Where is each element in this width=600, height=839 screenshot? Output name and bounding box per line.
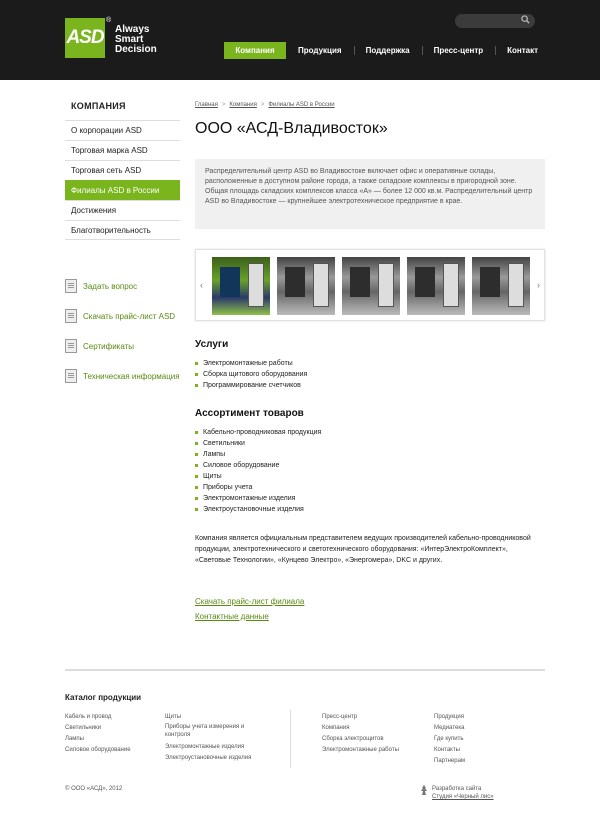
footer-col-menu	[434, 712, 465, 767]
nav-support[interactable]: Поддержка	[354, 42, 422, 59]
assortment-heading: Ассортимент товаров	[195, 408, 304, 419]
site-header	[0, 0, 600, 80]
sidebar-item-network[interactable]: Торговая сеть ASD	[65, 160, 180, 180]
tagline-line: Smart	[115, 34, 144, 45]
footer-link[interactable]: Лампы	[65, 736, 84, 742]
footer-link[interactable]: Кабель и провод	[65, 714, 112, 720]
tagline-line: Always	[115, 24, 150, 35]
list-item: Сборка щитового оборудования	[195, 369, 307, 380]
footer-link[interactable]: Щиты	[165, 714, 182, 720]
certificate-icon	[65, 339, 77, 353]
contact-details-link[interactable]: Контактные данные	[195, 612, 269, 621]
gallery-thumbnail[interactable]	[407, 257, 465, 315]
breadcrumb	[195, 102, 335, 108]
footer-link[interactable]: Силовое оборудование	[65, 747, 131, 753]
side-link-label: Задать вопрос	[83, 281, 138, 291]
gallery-thumbnail[interactable]	[342, 257, 400, 315]
footer-link[interactable]: Где купить	[434, 736, 464, 742]
footer-link[interactable]: Компания	[322, 725, 350, 731]
document-icon	[65, 309, 77, 323]
gallery-next-button[interactable]: ›	[537, 280, 540, 290]
side-link-label: Техническая информация	[83, 371, 180, 381]
photo-gallery	[195, 249, 545, 321]
footer-catalog-title: Каталог продукции	[65, 693, 142, 702]
nav-press-center[interactable]: Пресс-центр	[422, 42, 496, 59]
ask-question-link[interactable]	[65, 276, 180, 296]
footer-link[interactable]: Электроустановочные изделия	[165, 755, 252, 761]
tagline-line: Decision	[115, 44, 157, 55]
search-icon[interactable]	[521, 15, 530, 24]
page-title: ООО «АСД-Владивосток»	[195, 120, 388, 137]
footer-link[interactable]: Приборы учета измерения и контроля	[165, 724, 245, 738]
sidebar-menu	[65, 120, 180, 240]
sidebar-item-branches[interactable]: Филиалы ASD в России	[65, 180, 180, 200]
intro-text: Распределительный центр ASD во Владивостоке включает офис и оперативные склады, расположенные в доступном районе города, а также складские комплексы в пригородной зоне. Общая площадь складских комплексов класса «А» — более 12 000 кв.м. Распределительный центр ASD во Владивостоке — крупнейшее электротехническое предприятие в крае.	[195, 159, 545, 229]
developer-label: Разработка сайта	[432, 786, 482, 792]
sidebar-title: КОМПАНИЯ	[71, 101, 126, 111]
footer-col-catalog-1	[65, 712, 131, 756]
download-price-link[interactable]	[65, 306, 180, 326]
footer-link[interactable]: Пресс-центр	[322, 714, 358, 720]
main-nav	[224, 42, 550, 59]
developer-studio-link[interactable]: Студия «Черный лис»	[432, 794, 494, 800]
footer-divider	[65, 669, 545, 671]
fox-icon	[420, 785, 428, 795]
footer-link[interactable]: Светильники	[65, 725, 101, 731]
certificates-link[interactable]	[65, 336, 180, 356]
gallery-thumbnail[interactable]	[472, 257, 530, 315]
developer-credit	[420, 785, 494, 801]
list-item: Электромонтажные изделия	[195, 493, 321, 504]
gallery-prev-button[interactable]: ‹	[200, 280, 203, 290]
list-item: Электроустановочные изделия	[195, 504, 321, 515]
side-link-label: Скачать прайс-лист ASD	[83, 311, 176, 321]
list-item: Кабельно-проводниковая продукция	[195, 427, 321, 438]
footer-link[interactable]: Контакты	[434, 747, 460, 753]
list-item: Силовое оборудование	[195, 460, 321, 471]
breadcrumb-company[interactable]: Компания	[229, 102, 257, 108]
breadcrumb-sep: >	[221, 102, 226, 108]
list-item: Программирование счетчиков	[195, 380, 307, 391]
sidebar-item-about[interactable]: О корпорации ASD	[65, 120, 180, 140]
tech-doc-icon	[65, 369, 77, 383]
asd-logo[interactable]	[65, 18, 105, 58]
footer-col-site	[322, 712, 399, 756]
gallery-thumbnail[interactable]	[277, 257, 335, 315]
footer-column-divider	[290, 710, 291, 768]
footer-link[interactable]: Продукция	[434, 714, 465, 720]
nav-products[interactable]: Продукция	[298, 46, 342, 55]
download-branch-price-link[interactable]: Скачать прайс-лист филиала	[195, 597, 305, 606]
footer-link[interactable]: Сборка электрощитов	[322, 736, 384, 742]
sidebar-item-charity[interactable]: Благотворительность	[65, 220, 180, 240]
sidebar-item-achievements[interactable]: Достижения	[65, 200, 180, 220]
gallery-thumbnail[interactable]	[212, 257, 270, 315]
list-item: Светильники	[195, 438, 321, 449]
breadcrumb-sep: >	[260, 102, 265, 108]
copyright: © ООО «АСД», 2012	[65, 786, 123, 792]
services-list	[195, 358, 307, 391]
list-item: Лампы	[195, 449, 321, 460]
list-item: Электромонтажные работы	[195, 358, 307, 369]
breadcrumb-home[interactable]: Главная	[195, 102, 218, 108]
sidebar-item-brand[interactable]: Торговая марка ASD	[65, 140, 180, 160]
footer-link[interactable]: Электромонтажные изделия	[165, 744, 245, 750]
nav-contact[interactable]: Контакт	[495, 42, 550, 59]
list-item: Приборы учета	[195, 482, 321, 493]
list-item: Щиты	[195, 471, 321, 482]
footer-link[interactable]: Партнерам	[434, 758, 466, 764]
side-link-label: Сертификаты	[83, 341, 135, 351]
registered-mark: ®	[106, 17, 112, 24]
sidebar-links	[65, 276, 180, 396]
tech-info-link[interactable]	[65, 366, 180, 386]
footer-link[interactable]: Медиатека	[434, 725, 465, 731]
nav-company[interactable]: Компания	[224, 42, 286, 59]
services-heading: Услуги	[195, 339, 229, 350]
logo-text: ASD	[66, 27, 104, 48]
envelope-icon	[65, 279, 77, 293]
gallery-thumbnails	[212, 257, 537, 315]
company-description: Компания является официальным представителем ведущих производителей кабельно-проводниковой продукции, электротехнического и светотехнического оборудования: «ИнтерЭлектроКомплект», «Световые Технологии», «Кунцево Электро», «Энергомера», DKC и других.	[195, 535, 531, 564]
breadcrumb-branches[interactable]: Филиалы ASD в России	[268, 102, 335, 108]
logo-tagline	[115, 25, 157, 55]
footer-col-catalog-2	[165, 712, 260, 764]
assortment-list	[195, 427, 321, 515]
footer-link[interactable]: Электромонтажные работы	[322, 747, 399, 753]
